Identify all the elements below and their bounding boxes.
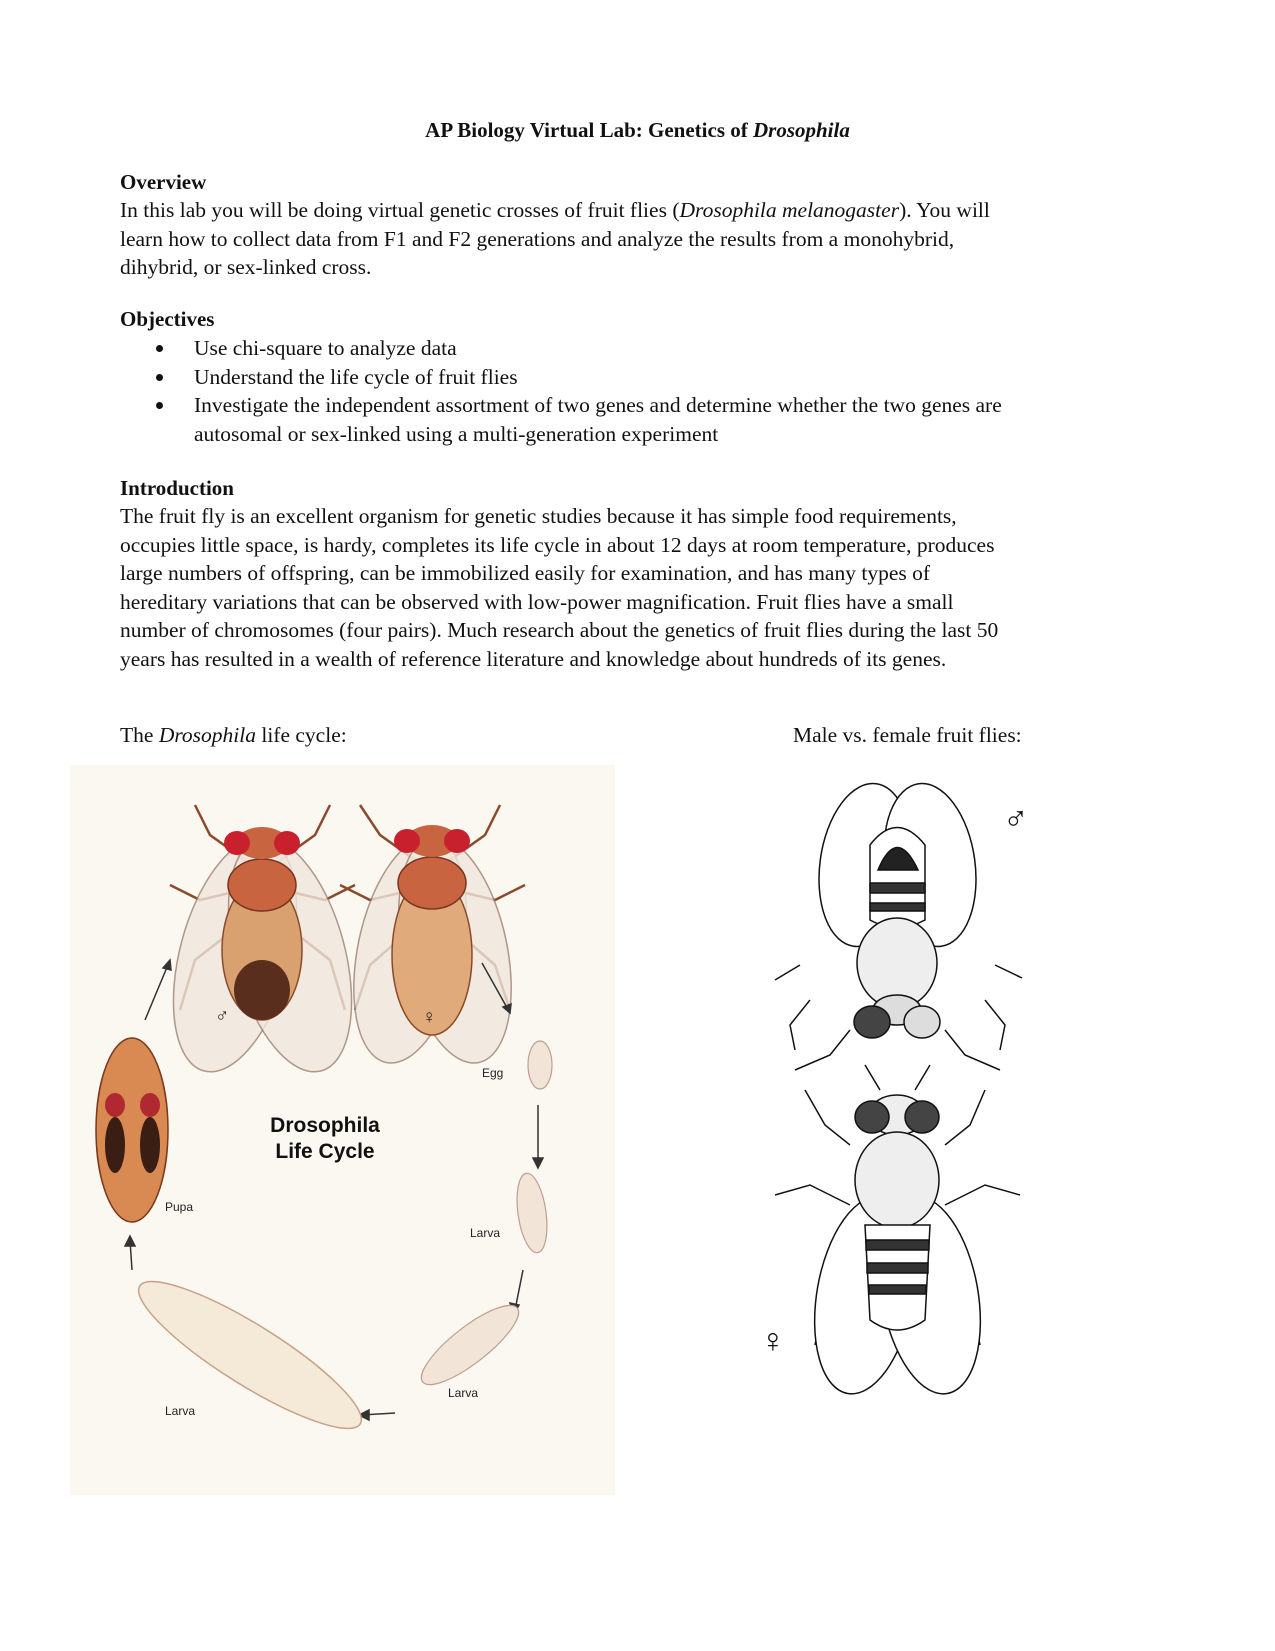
male-symbol: ♂ — [1003, 800, 1029, 838]
pupa-illustration — [96, 1038, 168, 1222]
overview-line: In this lab you will be doing virtual genetic crosses of fruit flies (Drosophila melanogaster). You will — [120, 198, 990, 222]
introduction-line: years has resulted in a wealth of reference literature and knowledge about hundreds of its genes. — [120, 646, 947, 671]
bullet-icon — [156, 374, 163, 381]
male-female-caption: Male vs. female fruit flies: — [793, 723, 1022, 747]
figure-title-line: Drosophila — [270, 1114, 380, 1137]
introduction-paragraph — [120, 502, 1160, 673]
female-symbol: ♀ — [422, 1007, 437, 1028]
introduction-heading: Introduction — [120, 476, 234, 500]
list-item: Use chi-square to analyze data — [120, 334, 1160, 363]
bullet-icon — [156, 345, 163, 352]
introduction-line: large numbers of offspring, can be immobilized easily for examination, and has many types of — [120, 561, 931, 585]
list-item: Understand the life cycle of fruit flies — [120, 363, 1160, 392]
introduction-line: The fruit fly is an excellent organism for genetic studies because it has simple food requirements, — [120, 504, 957, 528]
larva-label: Larva — [165, 1404, 196, 1418]
introduction-line: number of chromosomes (four pairs). Much research about the genetics of fruit flies during the last 50 — [120, 618, 999, 642]
larva-label: Larva — [448, 1386, 479, 1400]
introduction-line: hereditary variations that can be observed with low-power magnification. Fruit flies have a small — [120, 589, 954, 614]
bullet-icon — [156, 402, 163, 409]
page-title — [0, 118, 1275, 143]
egg-label: Egg — [482, 1066, 504, 1080]
male-symbol: ♂ — [215, 1006, 230, 1027]
male-female-figure — [760, 785, 1080, 1440]
pupa-label: Pupa — [165, 1200, 194, 1214]
male-fly-drawing — [775, 778, 1022, 1070]
female-fly-drawing — [775, 1065, 1020, 1402]
objectives-list — [120, 334, 1160, 448]
life-cycle-figure — [70, 765, 615, 1495]
objectives-heading: Objectives — [120, 307, 215, 331]
overview-line: dihybrid, or sex-linked cross. — [120, 255, 372, 279]
egg-illustration — [528, 1041, 552, 1089]
list-item: Investigate the independent assortment of two genes and determine whether the two genes are autosomal or sex-linked using a multi-generation experiment — [120, 391, 1160, 448]
female-symbol: ♀ — [760, 1322, 786, 1360]
title-italic: Drosophila — [752, 118, 850, 142]
life-cycle-caption: The Drosophila life cycle: — [120, 723, 347, 747]
overview-heading: Overview — [120, 170, 207, 194]
overview-line: learn how to collect data from F1 and F2 generations and analyze the results from a monohybrid, — [120, 226, 955, 251]
overview-paragraph — [120, 196, 1160, 282]
introduction-line: occupies little space, is hardy, completes its life cycle in about 12 days at room temperature, produces — [120, 532, 995, 557]
figure-title-line: Life Cycle — [275, 1140, 375, 1163]
larva-label: Larva — [470, 1226, 501, 1240]
title-text: AP Biology Virtual Lab: Genetics of — [425, 118, 753, 142]
